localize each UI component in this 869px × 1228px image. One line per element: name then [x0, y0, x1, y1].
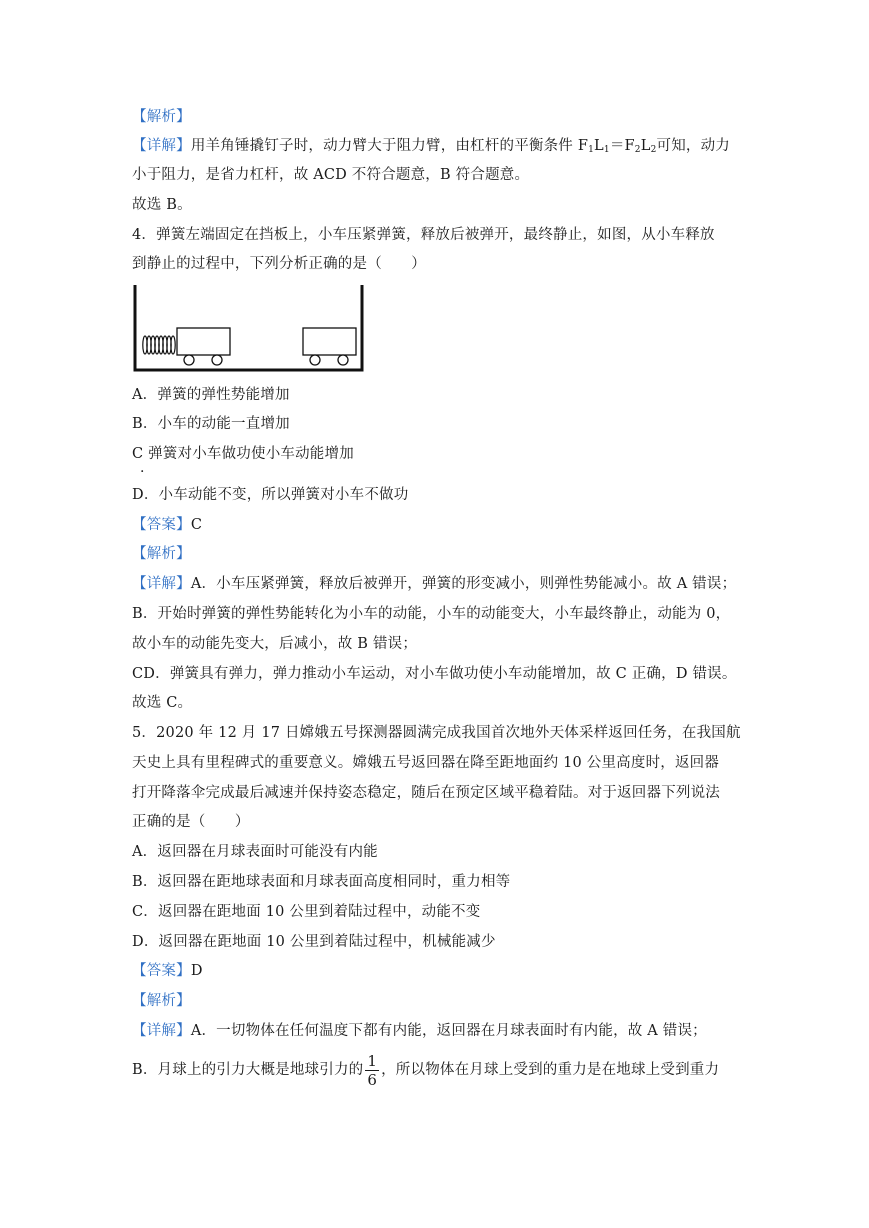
- detail-tag: 【详解】: [132, 1023, 191, 1039]
- option-b: B．小车的动能一直增加: [132, 416, 290, 432]
- detail-text: A．一切物体在任何温度下都有内能，返回器在月球表面时有内能，故 A 错误；: [190, 1023, 707, 1039]
- question-stem: 正确的是（ ）: [132, 814, 250, 830]
- detail-tag: 【详解】: [132, 138, 191, 154]
- spring-cart-figure: [132, 283, 366, 375]
- analysis-tag: 【解析】: [132, 993, 191, 1009]
- detail-text: B．月球上的引力大概是地球引力的: [132, 1062, 364, 1078]
- fraction-denominator: 6: [367, 1070, 378, 1089]
- conclusion: 故选 B。: [132, 197, 192, 213]
- stray-dot: ·: [140, 464, 145, 480]
- detail-line: 故小车的动能先变大，后减小，故 B 错误；: [132, 636, 418, 652]
- option-d: D．返回器在距地面 10 公里到着陆过程中，机械能减少: [132, 934, 496, 950]
- detail-line: [132, 574, 736, 594]
- detail-line: [132, 1050, 719, 1090]
- spring: [143, 336, 175, 354]
- option-d: D．小车动能不变，所以弹簧对小车不做功: [132, 487, 409, 503]
- subscript: 2: [634, 145, 641, 155]
- detail-text: 可知，动力: [656, 138, 730, 154]
- answer-value: D: [190, 963, 203, 979]
- question-stem: 打开降落伞完成最后减速并保持姿态稳定，随后在预定区域平稳着陆。对于返回器下列说法: [132, 785, 720, 801]
- question-stem: 天史上具有里程碑式的重要意义。嫦娥五号返回器在降至距地面约 10 公里高度时，返回器: [132, 755, 720, 771]
- detail-text: ＝F: [609, 138, 635, 154]
- subscript: 2: [650, 145, 657, 155]
- answer-tag: 【答案】: [132, 963, 191, 979]
- fraction-numerator: 1: [367, 1051, 378, 1070]
- detail-tag: 【详解】: [132, 576, 191, 592]
- option-b: B．返回器在距地球表面和月球表面高度相同时，重力相等: [132, 874, 511, 890]
- detail-text: L: [640, 138, 651, 154]
- cart-left: [177, 328, 230, 365]
- detail-line: CD．弹簧具有弹力，弹力推动小车运动，对小车做功使小车动能增加，故 C 正确，D 错误。: [132, 666, 737, 682]
- option-a: A．返回器在月球表面时可能没有内能: [132, 844, 378, 860]
- option-a: A．弹簧的弹性势能增加: [132, 387, 290, 403]
- option-c: C 弹簧对小车做功使小车动能增加: [132, 446, 354, 462]
- detail-text: 用羊角锤撬钉子时，动力臂大于阻力臂，由杠杆的平衡条件 F: [190, 138, 589, 154]
- conclusion: 故选 C。: [132, 695, 193, 711]
- answer-line: [132, 515, 202, 535]
- analysis-tag: 【解析】: [132, 546, 191, 562]
- detail-line: B．开始时弹簧的弹性势能转化为小车的动能，小车的动能变大，小车最终静止，动能为 0，: [132, 606, 731, 622]
- fraction-one-sixth: [365, 1052, 379, 1089]
- subscript: 1: [603, 145, 610, 155]
- question-stem: 到静止的过程中，下列分析正确的是（ ）: [132, 256, 426, 272]
- answer-value: C: [190, 517, 203, 533]
- detail-text: L: [594, 138, 604, 154]
- question-stem: 5．2020 年 12 月 17 日嫦娥五号探测器圆满完成我国首次地外天体采样返回任务，在我国航: [132, 725, 741, 741]
- answer-line: [132, 961, 203, 981]
- detail-line: 小于阻力，是省力杠杆，故 ACD 不符合题意，B 符合题意。: [132, 167, 530, 183]
- cart-right: [303, 328, 356, 365]
- analysis-tag: 【解析】: [132, 109, 191, 125]
- detail-text: ，所以物体在月球上受到的重力是在地球上受到重力: [381, 1062, 720, 1078]
- option-c: C．返回器在距地面 10 公里到着陆过程中，动能不变: [132, 904, 481, 920]
- detail-text: A．小车压紧弹簧，释放后被弹开，弹簧的形变减小，则弹性势能减小。故 A 错误；: [190, 576, 737, 592]
- question-stem: 4．弹簧左端固定在挡板上，小车压紧弹簧，释放后被弹开，最终静止，如图，从小车释放: [132, 227, 715, 243]
- detail-line: [132, 1021, 707, 1041]
- subscript: 1: [588, 145, 595, 155]
- answer-tag: 【答案】: [132, 517, 191, 533]
- detail-line: [132, 136, 730, 160]
